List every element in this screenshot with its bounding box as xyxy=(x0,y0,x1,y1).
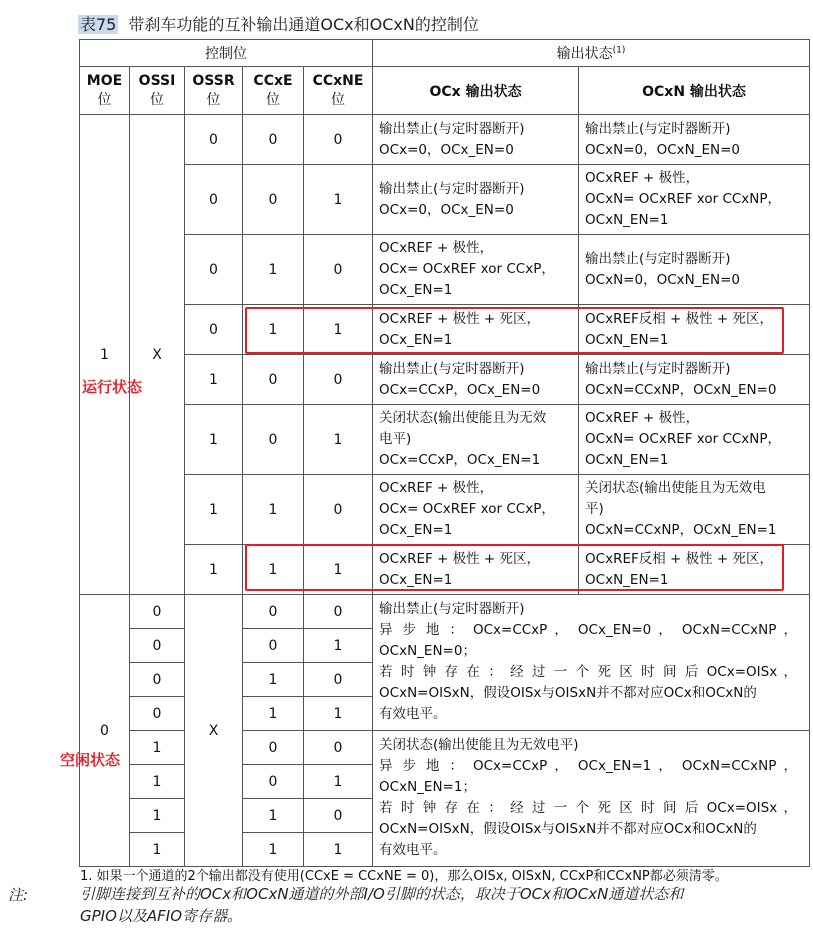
table-caption: 带刹车功能的互补输出通道OCx和OCxN的控制位 xyxy=(128,15,479,34)
ossi-cell: 0 xyxy=(130,595,185,629)
ocx-state-cell: OCxREF + 极性， OCx= OCxREF xor CCxP， OCx_EN=1 xyxy=(373,235,579,305)
ossr-cell: 0 xyxy=(185,305,243,355)
ccxne-cell: 1 xyxy=(304,545,373,595)
ccxne-cell: 1 xyxy=(304,305,373,355)
annotation-idle-state: 空闲状态 xyxy=(60,751,121,769)
ossi-cell: 1 xyxy=(130,765,185,799)
ccxe-cell: 0 xyxy=(243,405,304,475)
ccxne-cell: 0 xyxy=(304,731,373,765)
idle-ossr-cell: X xyxy=(185,595,243,867)
header-ccxe: CCxE 位 xyxy=(243,67,304,115)
header-ocxn-state: OCxN 输出状态 xyxy=(579,67,810,115)
ccxne-cell: 0 xyxy=(304,799,373,833)
ossi-cell: 0 xyxy=(130,629,185,663)
idle-ossi1-state-cell: 关闭状态(输出使能且为无效电平) 异 步 地 ： OCx=CCxP ， OCx_EN=1 ， OCxN=CCxNP ， OCxN_EN=1； 若 时 钟 存 在 ： 经 过 一 个 死 区 时 间 后 OCx=OISx ， OCxN=OISxN，假设OISx与OISxN并不都对应OCx和OCxN的 有效电平。 xyxy=(373,731,810,867)
table-row xyxy=(80,355,810,405)
table-row xyxy=(80,235,810,305)
ossr-cell: 1 xyxy=(185,405,243,475)
annotation-run-state: 运行状态 xyxy=(82,378,143,396)
ccxe-cell: 1 xyxy=(243,545,304,595)
table-row xyxy=(80,475,810,545)
ossr-cell: 1 xyxy=(185,545,243,595)
table-row xyxy=(80,115,810,165)
table-row xyxy=(80,405,810,475)
ossr-cell: 0 xyxy=(185,165,243,235)
ocx-state-cell: OCxREF + 极性， OCx= OCxREF xor CCxP， OCx_EN=1 xyxy=(373,475,579,545)
ccxe-cell: 1 xyxy=(243,697,304,731)
ccxne-cell: 1 xyxy=(304,833,373,867)
note-text: 引脚连接到互补的OCx和OCxN通道的外部I/O引脚的状态，取决于OCx和OCxN通道状态和 GPIO以及AFIO寄存器。 xyxy=(80,885,684,925)
ccxe-cell: 0 xyxy=(243,595,304,629)
ccxne-cell: 0 xyxy=(304,115,373,165)
ocx-state-cell: 关闭状态(输出使能且为无效 电平) OCx=CCxP，OCx_EN=1 xyxy=(373,405,579,475)
ccxe-cell: 0 xyxy=(243,165,304,235)
ossr-cell: 0 xyxy=(185,115,243,165)
idle-ossi0-state-cell: 输出禁止(与定时器断开) 异 步 地 ： OCx=CCxP ， OCx_EN=0 ， OCxN=CCxNP ， OCxN_EN=0； 若 时 钟 存 在 ： 经 过 一 个 死 区 时 间 后 OCx=OISx ， OCxN=OISxN，假设OISx与OISxN并不都对应OCx和OCxN的 有效电平。 xyxy=(373,595,810,731)
ccxne-cell: 1 xyxy=(304,629,373,663)
ccxne-cell: 0 xyxy=(304,475,373,545)
header-moe: MOE 位 xyxy=(80,67,130,115)
ccxne-cell: 1 xyxy=(304,405,373,475)
header-ossi: OSSI 位 xyxy=(130,67,185,115)
table-row xyxy=(80,595,810,629)
ccxe-cell: 0 xyxy=(243,355,304,405)
ccxe-cell: 1 xyxy=(243,799,304,833)
ccxe-cell: 0 xyxy=(243,115,304,165)
ccxe-cell: 0 xyxy=(243,731,304,765)
ccxe-cell: 1 xyxy=(243,833,304,867)
header-ossr: OSSR 位 xyxy=(185,67,243,115)
ocx-state-cell: OCxREF + 极性 + 死区， OCx_EN=1 xyxy=(373,305,579,355)
note-label: 注: xyxy=(8,886,29,904)
ossi-cell: 0 xyxy=(130,663,185,697)
run-ossi-cell: X xyxy=(130,115,185,595)
ocx-state-cell: 输出禁止(与定时器断开) OCx=CCxP，OCx_EN=0 xyxy=(373,355,579,405)
ocxn-state-cell: 输出禁止(与定时器断开) OCxN=0，OCxN_EN=0 xyxy=(579,115,810,165)
ossr-cell: 0 xyxy=(185,235,243,305)
ossr-cell: 1 xyxy=(185,355,243,405)
run-moe-cell: 1 xyxy=(80,115,130,595)
ossi-cell: 1 xyxy=(130,833,185,867)
ossi-cell: 1 xyxy=(130,799,185,833)
ccxne-cell: 0 xyxy=(304,355,373,405)
footnote: 1. 如果一个通道的2个输出都没有使用(CCxE = CCxNE = 0)，那么OISx, OISxN, CCxP和CCxNP都必须清零。 xyxy=(80,869,728,884)
header-control: 控制位 xyxy=(80,40,373,67)
ccxe-cell: 1 xyxy=(243,475,304,545)
ccxe-cell: 0 xyxy=(243,629,304,663)
ccxe-cell: 1 xyxy=(243,305,304,355)
ccxne-cell: 1 xyxy=(304,165,373,235)
ocx-state-cell: 输出禁止(与定时器断开) OCx=0，OCx_EN=0 xyxy=(373,165,579,235)
ccxne-cell: 0 xyxy=(304,595,373,629)
ocxn-state-cell: OCxREF反相 + 极性 + 死区， OCxN_EN=1 xyxy=(579,545,810,595)
control-bits-table xyxy=(79,39,810,867)
ccxe-cell: 1 xyxy=(243,235,304,305)
ocxn-state-cell: 输出禁止(与定时器断开) OCxN=CCxNP，OCxN_EN=0 xyxy=(579,355,810,405)
ccxe-cell: 0 xyxy=(243,765,304,799)
ccxne-cell: 1 xyxy=(304,765,373,799)
ccxne-cell: 0 xyxy=(304,235,373,305)
ocxn-state-cell: OCxREF + 极性， OCxN= OCxREF xor CCxNP， OCxN_EN=1 xyxy=(579,405,810,475)
ossi-cell: 0 xyxy=(130,697,185,731)
idle-moe-cell: 0 xyxy=(80,595,130,867)
table-number: 表75 xyxy=(80,15,117,34)
ocxn-state-cell: 输出禁止(与定时器断开) OCxN=0，OCxN_EN=0 xyxy=(579,235,810,305)
header-output: 输出状态$^{(1)}$ xyxy=(373,40,810,67)
ocxn-state-cell: OCxREF + 极性， OCxN= OCxREF xor CCxNP， OCxN_EN=1 xyxy=(579,165,810,235)
table-title xyxy=(78,12,479,35)
ccxne-cell: 0 xyxy=(304,663,373,697)
ossi-cell: 1 xyxy=(130,731,185,765)
ccxe-cell: 1 xyxy=(243,663,304,697)
highlight-box-run-row4 xyxy=(245,307,784,354)
ocx-state-cell: OCxREF + 极性 + 死区， OCx_EN=1 xyxy=(373,545,579,595)
ccxne-cell: 1 xyxy=(304,697,373,731)
highlight-box-run-row8 xyxy=(245,544,784,591)
header-ocx-state: OCx 输出状态 xyxy=(373,67,579,115)
header-ccxne: CCxNE 位 xyxy=(304,67,373,115)
ocx-state-cell: 输出禁止(与定时器断开) OCx=0，OCx_EN=0 xyxy=(373,115,579,165)
ossr-cell: 1 xyxy=(185,475,243,545)
ocxn-state-cell: OCxREF反相 + 极性 + 死区， OCxN_EN=1 xyxy=(579,305,810,355)
table-row xyxy=(80,165,810,235)
ocxn-state-cell: 关闭状态(输出使能且为无效电 平) OCxN=CCxNP，OCxN_EN=1 xyxy=(579,475,810,545)
